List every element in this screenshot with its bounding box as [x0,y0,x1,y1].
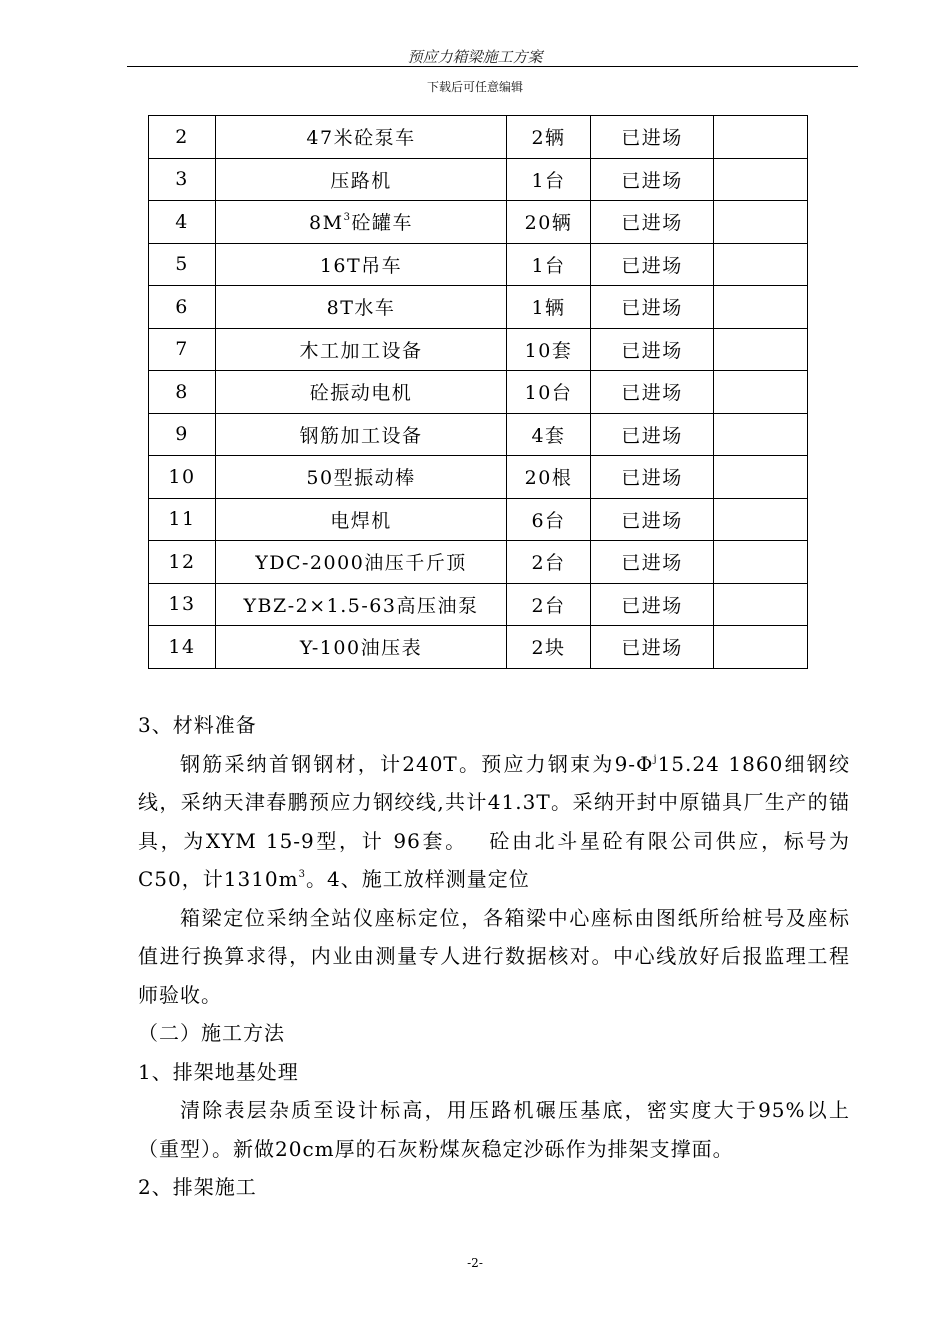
cell-status: 已进场 [591,498,714,541]
cell-remark [714,328,808,371]
body-text [138,706,850,1207]
table-row [149,583,808,626]
cell-name: YBZ-2×1.5-63高压油泵 [216,583,507,626]
cell-remark [714,498,808,541]
cell-no: 13 [149,583,216,626]
cell-remark [714,456,808,499]
cell-qty: 1台 [507,158,591,201]
cell-name-main: 8M [309,212,344,235]
cell-remark [714,116,808,159]
cell-qty: 2台 [507,541,591,584]
cell-remark [714,413,808,456]
superscript-3: 3 [298,869,306,880]
cell-no: 5 [149,243,216,286]
table-row [149,371,808,414]
cell-name: 砼振动电机 [216,371,507,414]
cell-status: 已进场 [591,328,714,371]
cell-name: 8T水车 [216,286,507,329]
cell-no: 2 [149,116,216,159]
cell-status: 已进场 [591,158,714,201]
cell-remark [714,286,808,329]
cell-remark [714,158,808,201]
cell-name: Y-100油压表 [216,626,507,669]
cell-qty: 2辆 [507,116,591,159]
header-rule [127,66,858,67]
header-title: 预应力箱梁施工方案 [407,48,543,66]
table-row [149,626,808,669]
paragraph-survey: 箱梁定位采纳全站仪座标定位，各箱梁中心座标由图纸所给桩号及座标值进行换算求得，内业由测量专人进行数据核对。中心线放好后报监理工程师验收。 [138,905,850,1007]
materials-text-3: 。4、施工放样测量定位 [306,867,530,891]
materials-text-1: 钢筋采纳首钢钢材，计240T。预应力钢束为9-Φ [180,751,654,776]
cell-qty: 2块 [507,626,591,669]
table-row [149,286,808,329]
cell-qty: 1台 [507,243,591,286]
equipment-table [148,115,808,669]
cell-status: 已进场 [591,583,714,626]
heading-materials: 3、材料准备 [138,713,257,737]
cell-name: 木工加工设备 [216,328,507,371]
cell-name: 50型振动棒 [216,456,507,499]
heading-method: （二）施工方法 [138,1021,285,1045]
cell-remark [714,626,808,669]
cell-no: 8 [149,371,216,414]
heading-scaffold: 2、排架施工 [138,1175,257,1199]
cell-no: 14 [149,626,216,669]
cell-status: 已进场 [591,243,714,286]
materials-text-2: 15.24 1860细钢绞线，采纳天津春鹏预应力钢绞线,共计41.3T。采纳开封中原锚具厂生产的锚具，为XYM 15-9型，计 96套。 砼由北斗星砼有限公司供应，标号为C50，计1310m [138,751,850,891]
paragraph-foundation: 清除表层杂质至设计标高，用压路机碾压基底，密实度大于95%以上（重型）。新做20cm厚的石灰粉煤灰稳定沙砾作为排架支撑面。 [138,1098,850,1161]
cell-remark [714,541,808,584]
table-row [149,413,808,456]
cell-no: 10 [149,456,216,499]
table-row [149,498,808,541]
cell-qty: 10台 [507,371,591,414]
table-row [149,328,808,371]
cell-name: YDC-2000油压千斤顶 [216,541,507,584]
cell-qty: 10套 [507,328,591,371]
cell-qty: 20辆 [507,201,591,244]
paragraph-materials [138,745,850,899]
cell-qty: 20根 [507,456,591,499]
header-subtitle: 下载后可任意编辑 [426,80,523,94]
cell-status: 已进场 [591,413,714,456]
cell-status: 已进场 [591,286,714,329]
cell-status: 已进场 [591,456,714,499]
cell-remark [714,371,808,414]
cell-remark [714,201,808,244]
table-row [149,541,808,584]
table-row [149,116,808,159]
cell-status: 已进场 [591,541,714,584]
cell-no: 11 [149,498,216,541]
cell-status: 已进场 [591,371,714,414]
cell-qty: 4套 [507,413,591,456]
cell-no: 7 [149,328,216,371]
cell-name: 47米砼泵车 [216,116,507,159]
cell-name: 压路机 [216,158,507,201]
cell-status: 已进场 [591,201,714,244]
superscript-3: 3 [343,212,352,224]
cell-no: 12 [149,541,216,584]
cell-remark [714,243,808,286]
superscript-j: j [653,753,658,765]
page-number: -2- [467,1256,483,1270]
cell-name-suffix: 砼罐车 [351,212,413,235]
table-row [149,243,808,286]
cell-name: 电焊机 [216,498,507,541]
heading-foundation: 1、排架地基处理 [138,1059,299,1084]
table-row [149,456,808,499]
cell-no: 3 [149,158,216,201]
cell-qty: 1辆 [507,286,591,329]
cell-qty: 6台 [507,498,591,541]
cell-name [216,201,507,244]
cell-name: 钢筋加工设备 [216,413,507,456]
cell-remark [714,583,808,626]
cell-no: 9 [149,413,216,456]
table-row [149,201,808,244]
cell-status: 已进场 [591,626,714,669]
table-row [149,158,808,201]
cell-qty: 2台 [507,583,591,626]
cell-status: 已进场 [591,116,714,159]
cell-no: 6 [149,286,216,329]
cell-no: 4 [149,201,216,244]
cell-name: 16T吊车 [216,243,507,286]
